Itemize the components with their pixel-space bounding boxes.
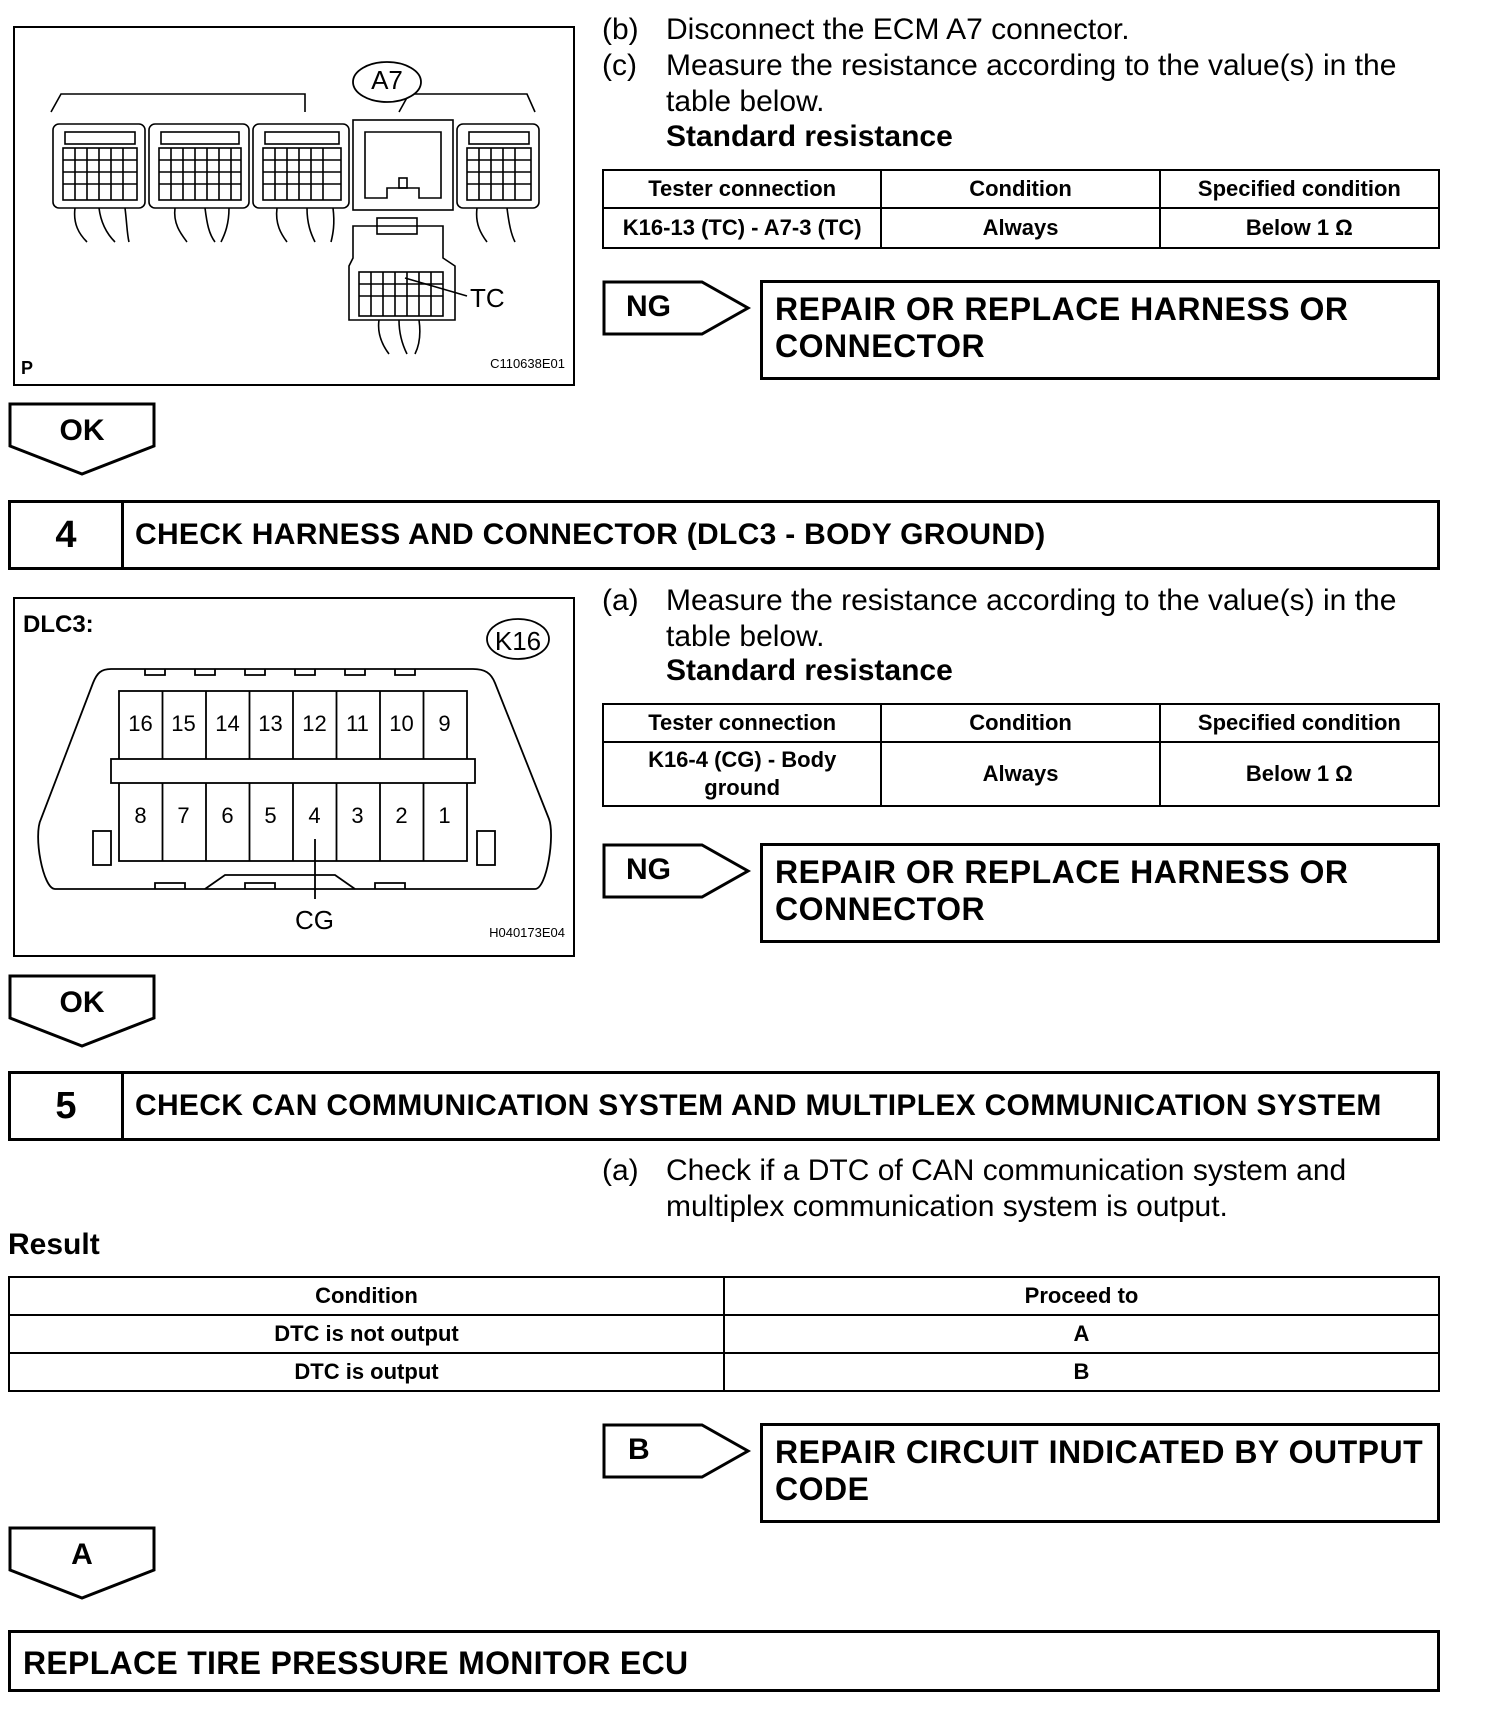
- step-label: (a): [602, 584, 639, 617]
- table-header: Tester connection: [603, 704, 881, 742]
- table-cell: DTC is output: [9, 1353, 724, 1391]
- connector-label-k16: K16: [494, 626, 542, 656]
- a-tag: [8, 1526, 156, 1600]
- step-text: Measure the resistance according to the value(s) in the table below.: [666, 584, 1397, 653]
- right-arrow-tag-icon: [602, 843, 752, 899]
- b-tag-label: B: [628, 1433, 650, 1466]
- table-cell: DTC is not output: [9, 1315, 724, 1353]
- step-label: (b): [602, 13, 639, 46]
- pin-number: 4: [308, 803, 321, 828]
- step-label: (c): [602, 49, 637, 82]
- ng-tag-label: NG: [626, 290, 671, 323]
- table-header: Specified condition: [1160, 704, 1439, 742]
- final-action-box: [8, 1630, 1440, 1692]
- step-text: Measure the resistance according to the value(s) in the table below.: [666, 49, 1397, 118]
- right-arrow-tag-icon: [602, 1423, 752, 1479]
- resistance-table: [602, 169, 1440, 249]
- pin-number: 14: [215, 711, 240, 736]
- standard-resistance-heading: Standard resistance: [666, 120, 953, 153]
- pin-number: 5: [264, 803, 277, 828]
- resistance-table: [602, 703, 1440, 807]
- pin-number: 2: [395, 803, 408, 828]
- step-text: Disconnect the ECM A7 connector.: [666, 13, 1130, 46]
- result-table: [8, 1276, 1440, 1392]
- final-action-text: REPLACE TIRE PRESSURE MONITOR ECU: [23, 1645, 689, 1681]
- table-cell: K16-13 (TC) - A7-3 (TC): [603, 208, 881, 248]
- table-header: Proceed to: [724, 1277, 1439, 1315]
- pin-number: 13: [258, 711, 283, 736]
- pin-number: 9: [438, 711, 451, 736]
- ok-tag-label: OK: [59, 986, 105, 1019]
- step-number: 4: [11, 503, 124, 567]
- table-cell: Always: [881, 742, 1159, 806]
- pin-label-cg: CG: [295, 905, 334, 935]
- standard-resistance-heading: Standard resistance: [666, 654, 953, 687]
- pin-number: 1: [438, 803, 451, 828]
- table-cell: B: [724, 1353, 1439, 1391]
- step-text: Check if a DTC of CAN communication system and multiplex communication system is output.: [666, 1154, 1347, 1223]
- step-label: (a): [602, 1154, 639, 1187]
- result-heading: Result: [8, 1228, 100, 1261]
- b-action-box: REPAIR CIRCUIT INDICATED BY OUTPUT CODE: [760, 1423, 1440, 1523]
- ng-tag: [602, 280, 752, 336]
- table-cell: Below 1 Ω: [1160, 208, 1439, 248]
- ok-tag: [8, 974, 156, 1048]
- dlc3-title: DLC3:: [23, 611, 94, 638]
- pin-number: 11: [346, 711, 369, 736]
- ok-tag-label: OK: [59, 414, 105, 447]
- ecm-connector-figure: [13, 26, 575, 386]
- pin-number: 8: [134, 803, 147, 828]
- pin-number: 6: [221, 803, 234, 828]
- ng-action-box: REPAIR OR REPLACE HARNESS OR CONNECTOR: [760, 843, 1440, 943]
- ng-tag: [602, 843, 752, 899]
- figure-code: C110638E01: [490, 356, 565, 371]
- ng-action-box: REPAIR OR REPLACE HARNESS OR CONNECTOR: [760, 280, 1440, 380]
- pin-number: 15: [171, 711, 196, 736]
- table-cell: Always: [881, 208, 1159, 248]
- figure-code: H040173E04: [489, 925, 565, 940]
- ok-tag: [8, 402, 156, 476]
- ng-tag-label: NG: [626, 853, 671, 886]
- dlc3-figure: [13, 597, 575, 957]
- pin-number: 12: [302, 711, 327, 736]
- ecm-connector-illustration: [15, 28, 573, 384]
- pin-number: 3: [351, 803, 364, 828]
- b-tag: [602, 1423, 752, 1479]
- step-number: 5: [11, 1074, 124, 1138]
- figure-corner-mark: P: [21, 358, 34, 378]
- table-cell: A: [724, 1315, 1439, 1353]
- step-5-header: [8, 1071, 1440, 1141]
- table-header: Condition: [881, 170, 1159, 208]
- table-header: Tester connection: [603, 170, 881, 208]
- a-tag-label: A: [71, 1538, 93, 1571]
- table-header: Condition: [881, 704, 1159, 742]
- step-title: CHECK HARNESS AND CONNECTOR (DLC3 - BODY GROUND): [135, 518, 1046, 551]
- table-cell: Below 1 Ω: [1160, 742, 1439, 806]
- step-title: CHECK CAN COMMUNICATION SYSTEM AND MULTIPLEX COMMUNICATION SYSTEM: [135, 1089, 1382, 1122]
- connector-label-a7: A7: [371, 65, 403, 95]
- pin-label-tc: TC: [470, 283, 505, 313]
- pin-number: 10: [389, 711, 414, 736]
- table-header: Specified condition: [1160, 170, 1439, 208]
- pin-number: 7: [177, 803, 190, 828]
- step-4-header: [8, 500, 1440, 570]
- pin-number: 16: [128, 711, 153, 736]
- table-header: Condition: [9, 1277, 724, 1315]
- table-cell: K16-4 (CG) - Body ground: [603, 742, 881, 806]
- right-arrow-tag-icon: [602, 280, 752, 336]
